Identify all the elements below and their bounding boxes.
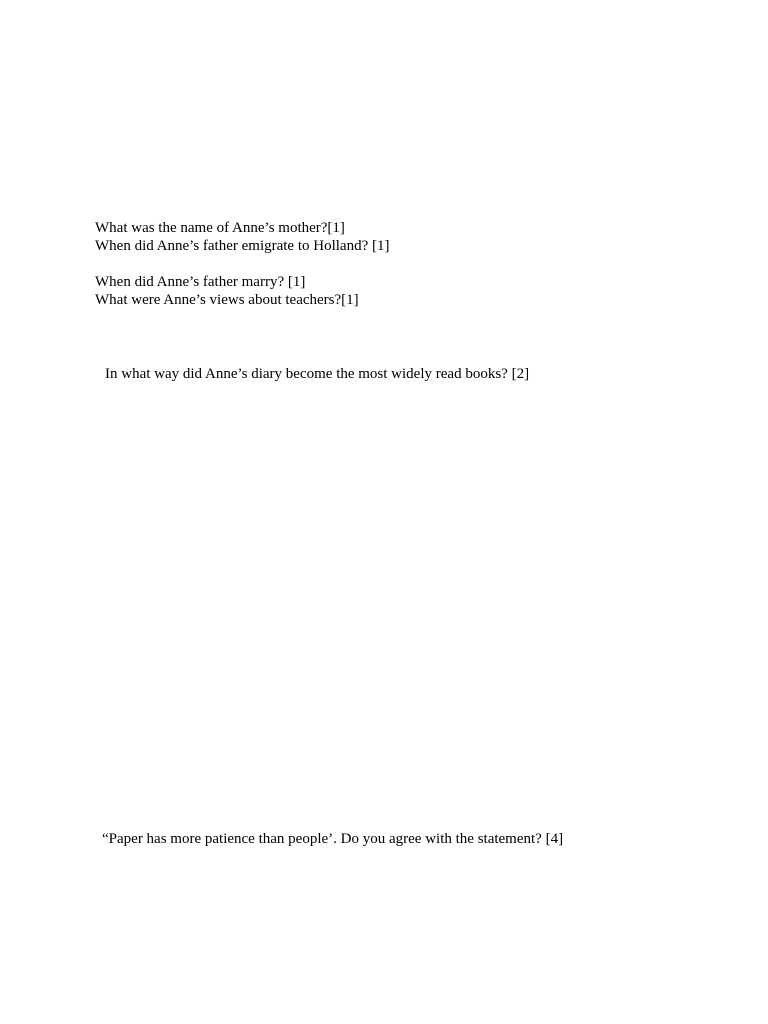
question-father-marry: When did Anne’s father marry? [1]: [95, 274, 306, 290]
question-views-teachers: What were Anne’s views about teachers?[1]: [95, 292, 359, 308]
question-mother-name: What was the name of Anne’s mother?[1]: [95, 220, 345, 236]
question-diary-widely-read: In what way did Anne’s diary become the most widely read books? [2]: [105, 366, 530, 382]
question-father-emigrate: When did Anne’s father emigrate to Holland? [1]: [95, 238, 390, 254]
question-paper-patience: “Paper has more patience than people’. Do you agree with the statement? [4]: [102, 831, 564, 847]
